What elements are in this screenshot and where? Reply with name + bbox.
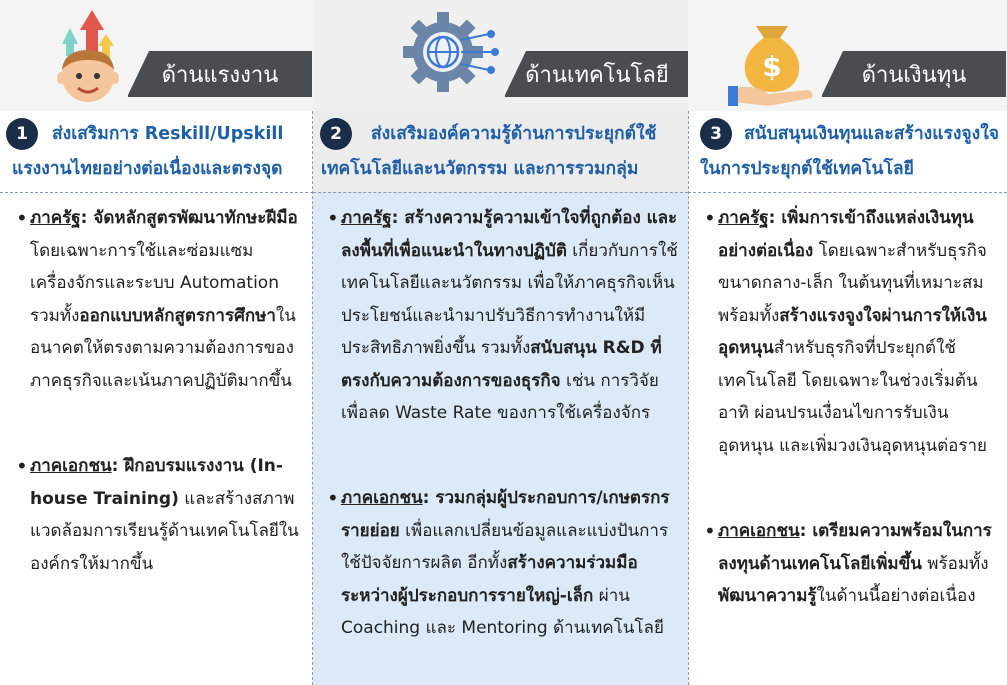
section-title [700,117,1005,187]
title-line-2: แรงงานไทยอย่างต่อเนื่องและตรงจุด [12,159,283,179]
sector-label: ภาคเอกชน [718,521,800,541]
section-number: 3 [700,118,732,150]
section-number: 2 [320,118,352,150]
bold-text: : จัดหลักสูตรพัฒนาทักษะฝีมือ [80,208,298,228]
bullet-dot: • [16,206,28,230]
body-text: และสร้างสภาพแวดล้อมการเรียนรู้ด้านเทคโนโลยีในองค์กรให้มากขึ้น [30,488,299,574]
column-divider [312,111,313,685]
svg-text:$: $ [762,50,782,83]
bold-text: : เตรียมความพร้อมในการลงทุนด้านเทคโนโลยีเพิ่มขึ้น [718,521,992,574]
worker-growth-icon [50,4,130,108]
section-label: ด้านเทคโนโลยี [505,51,689,97]
bullet-dot: • [16,454,28,478]
bold-text: : ฝึกอบรมแรงงาน (In-house Training) [30,456,283,509]
bullet-item [327,202,681,430]
bullet-item [327,482,681,645]
title-line-1: สนับสนุนเงินทุนและสร้างแรงจูงใจ [744,124,1000,144]
section-label: ด้านเงินทุน [822,51,1006,97]
bullet-dot: • [327,206,339,230]
column-labor [0,0,313,685]
bullet-item [704,202,1003,462]
section-title [12,117,312,187]
body-text: เช่น การวิจัยเพื่อลด Waste Rate ของการใช้เครื่องจักร [341,370,659,423]
column-technology [313,0,688,685]
bold-text: สร้างแรงจูงใจผ่านการให้เงินอุดหนุน [718,305,987,358]
bold-text: : สร้างความรู้ความเข้าใจที่ถูกต้อง และลงพื้นที่เพื่อแนะนำในทางปฏิบัติ [341,208,678,261]
bullet-item [16,450,300,580]
bold-text: สนับสนุน R&D ที่ตรงกับความต้องการของธุรกิจ [341,338,662,391]
body-text: โดยเฉพาะสำหรับธุรกิจขนาดกลาง-เล็ก ในต้นทุนที่เหมาะสม พร้อมทั้ง [718,240,987,326]
sector-label: ภาครัฐ [30,208,81,228]
body-text: สำหรับธุรกิจที่ประยุกต์ใช้เทคโนโลยี โดยเฉพาะในช่วงเริ่มต้น อาทิ ผ่อนปรนเงื่อนไขการรับเงินอุดหนุน และเพิ่มวงเงินอุดหนุนต่อราย [718,338,987,456]
section-number: 1 [6,118,38,150]
bullet-dot: • [327,486,339,510]
section-label: ด้านแรงงาน [128,51,312,97]
body-text: โดยเฉพาะการใช้และซ่อมแซมเครื่องจักรและระบบ Automation รวมทั้ง [30,240,279,326]
body-text: เกี่ยวกับการใช้เทคโนโลยีและนวัตกรรม เพื่อให้ภาคธุรกิจเห็นประโยชน์และนำมาปรับวิธีการทำงานให้มีประสิทธิภาพยิ่งขึ้น รวมทั้ง [341,240,678,358]
technology-gear-icon [403,4,499,108]
title-line-2: ในการประยุกต์ใช้เทคโนโลยี [700,159,914,179]
bold-text: : รวมกลุ่มผู้ประกอบการ/เกษตรกรรายย่อย [341,488,670,541]
bullet-dot: • [704,519,716,543]
column-funding [688,0,1007,685]
bold-text: : เพิ่มการเข้าถึงแหล่งเงินทุนอย่างต่อเนื่อง [718,208,974,261]
body-text: เพื่อแลกเปลี่ยนข้อมูลและแบ่งปันการใช้ปัจจัยการผลิต อีกทั้ง [341,520,669,573]
sector-label: ภาครัฐ [341,208,392,228]
body-text: ในด้านนี้อย่างต่อเนื่อง [816,586,976,606]
bullet-item [16,202,300,397]
bullet-item [704,515,1003,613]
sector-label: ภาคเอกชน [30,456,112,476]
sector-label: ภาคเอกชน [341,488,423,508]
sector-label: ภาครัฐ [718,208,769,228]
title-line-1: ส่งเสริมองค์ความรู้ด้านการประยุกต์ใช้ [371,124,657,144]
title-line-2: เทคโนโลยีและนวัตกรรม และการรวมกลุ่ม [321,159,639,179]
body-text: ผ่าน Coaching และ Mentoring ด้านเทคโนโลยี [341,585,664,638]
title-line-1: ส่งเสริมการ Reskill/Upskill [52,124,284,144]
money-bag-hand-icon [728,4,818,108]
bold-text: ออกแบบหลักสูตรการศึกษา [79,305,276,326]
section-title [321,117,683,187]
bold-text: พัฒนาความรู้ [718,586,817,606]
body-text: ในอนาคตให้ตรงตามความต้องการของภาคธุรกิจและเน้นภาคปฏิบัติมากขึ้น [30,305,296,391]
body-text: พร้อมทั้ง [921,553,989,574]
column-divider [688,111,689,685]
bold-text: สร้างความร่วมมือระหว่างผู้ประกอบการรายใหญ่-เล็ก [341,553,638,606]
bullet-dot: • [704,206,716,230]
